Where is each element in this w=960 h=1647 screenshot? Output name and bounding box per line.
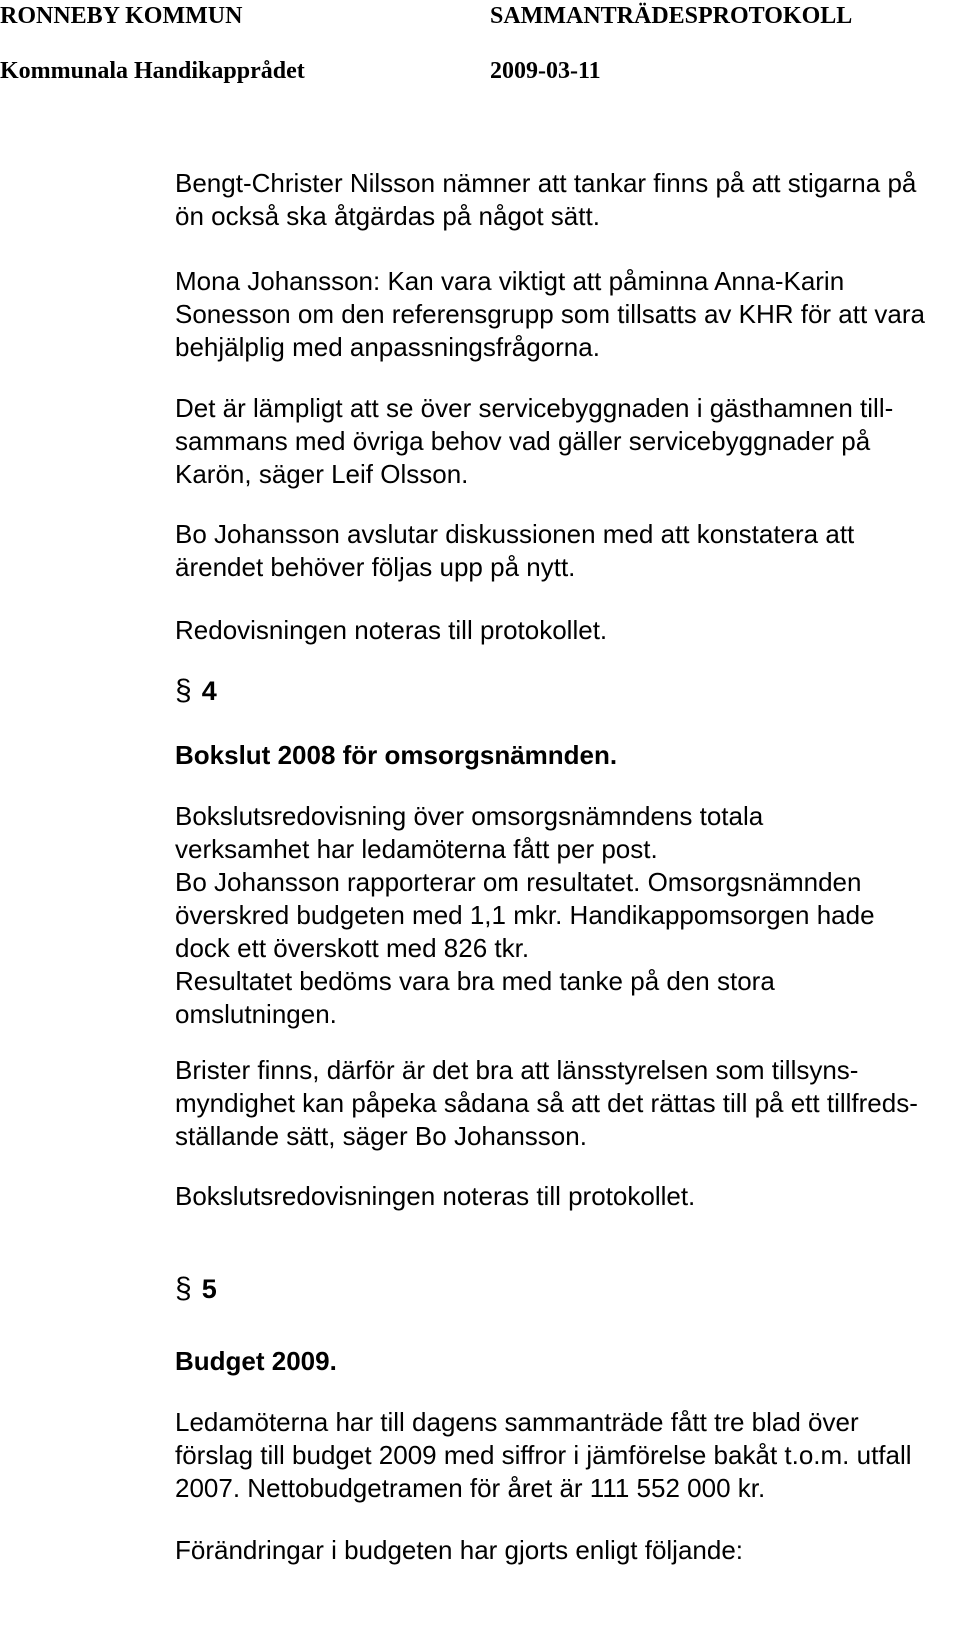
- section-symbol: §: [175, 674, 192, 707]
- text-line: omslutningen.: [175, 999, 337, 1029]
- paragraph: Det är lämpligt att se över servicebyggnaden i gästhamnen till-sammans med övriga behov vad gäller servicebyggnader på Karön, säger Leif Olsson.: [175, 393, 894, 489]
- document-type: SAMMANTRÄDESPROTOKOLL: [490, 3, 853, 29]
- text-line: Bo Johansson rapporterar om resultatet. Omsorgsnämnden: [175, 867, 862, 897]
- text-line: överskred budgeten med 1,1 mkr. Handikappomsorgen hade: [175, 900, 875, 930]
- section-symbol: §: [175, 1272, 192, 1305]
- section-5-marker: [175, 1272, 217, 1306]
- paragraph: Ledamöterna har till dagens sammanträde fått tre blad över förslag till budget 2009 med siffror i jämförelse bakåt t.o.m. utfall 2007. Nettobudgetramen för året är 111 552 000 kr.: [175, 1407, 912, 1503]
- section-4-title: Bokslut 2008 för omsorgsnämnden.: [175, 740, 618, 770]
- section-4-marker: [175, 674, 217, 708]
- paragraph: Bo Johansson avslutar diskussionen med att konstatera att ärendet behöver följas upp på nytt.: [175, 519, 855, 582]
- protocol-body: [175, 0, 940, 1647]
- paragraph: Förändringar i budgeten har gjorts enligt följande:: [175, 1535, 744, 1565]
- section-number: 5: [201, 1274, 217, 1304]
- paragraph: Bokslutsredovisningen noteras till protokollet.: [175, 1181, 696, 1211]
- text-line: Bokslutsredovisning över omsorgsnämndens totala: [175, 801, 764, 831]
- paragraph: Bengt-Christer Nilsson nämner att tankar finns på att stigarna på ön också ska åtgärdas på något sätt.: [175, 168, 917, 231]
- text-line: verksamhet har ledamöterna fått per post.: [175, 834, 658, 864]
- text-line: dock ett överskott med 826 tkr.: [175, 933, 530, 963]
- paragraph: Redovisningen noteras till protokollet.: [175, 615, 608, 645]
- committee-name: Kommunala Handikapprådet: [0, 58, 305, 84]
- paragraph: Brister finns, därför är det bra att länsstyrelsen som tillsyns-myndighet kan påpeka sådana så att det rättas till på ett tillfreds-ställande sätt, säger Bo Johansson.: [175, 1055, 918, 1151]
- text-line: Resultatet bedöms vara bra med tanke på den stora: [175, 966, 775, 996]
- organization-name: RONNEBY KOMMUN: [0, 3, 243, 29]
- section-number: 4: [201, 676, 217, 706]
- section-4-paragraph: [175, 800, 940, 1031]
- section-5-title: Budget 2009.: [175, 1346, 337, 1376]
- paragraph: Mona Johansson: Kan vara viktigt att påminna Anna-Karin Sonesson om den referensgrupp som tillsatts av KHR för att vara behjälplig med anpassningsfrågorna.: [175, 266, 926, 362]
- meeting-date: 2009-03-11: [490, 58, 601, 84]
